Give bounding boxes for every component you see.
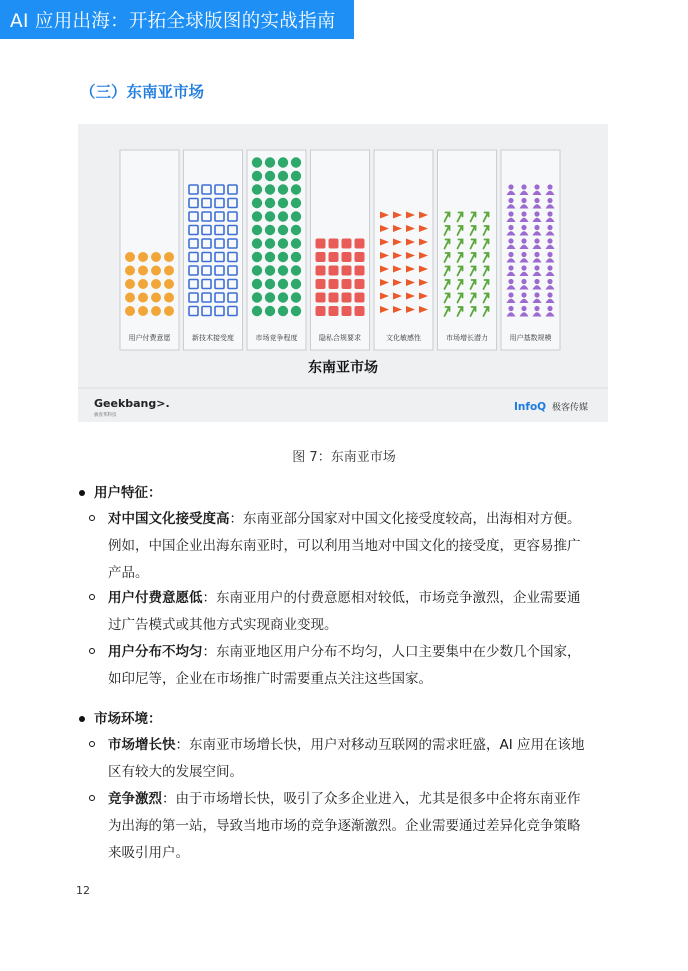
vs-icon: [252, 252, 262, 262]
vs-icon: [252, 292, 262, 302]
person-head: [534, 225, 539, 230]
item-line: 为出海的第一站，导致当地市场的竞争逐渐激烈。企业需要通过差异化竞争策略: [108, 818, 581, 834]
item-text: ：东南亚市场增长快，用户对移动互联网的需求旺盛，AI 应用在该地: [175, 737, 585, 753]
coin-icon: [164, 279, 174, 289]
shield-icon: [355, 252, 365, 262]
sub-bullet-icon: [89, 515, 95, 521]
list-item: [108, 732, 585, 786]
vs-icon: [278, 265, 288, 275]
vs-icon: [291, 238, 301, 248]
item-bold: 用户分布不均匀: [108, 644, 203, 660]
person-head: [534, 292, 539, 297]
group-title-market-environment: 市场环境：: [94, 711, 162, 727]
person-head: [534, 184, 539, 189]
list-item: [108, 786, 581, 867]
header-banner: [0, 0, 354, 39]
shield-icon: [342, 279, 352, 289]
coin-icon: [125, 293, 135, 303]
vs-icon: [278, 211, 288, 221]
column-frame: [438, 150, 497, 350]
column-frame: [501, 150, 560, 350]
shield-icon: [355, 306, 365, 316]
vs-icon: [291, 184, 301, 194]
shield-icon: [316, 266, 326, 276]
vs-icon: [291, 211, 301, 221]
shield-icon: [329, 252, 339, 262]
coin-icon: [164, 266, 174, 276]
vs-icon: [252, 211, 262, 221]
person-head: [521, 279, 526, 284]
column-label: 用户付费意愿: [128, 334, 171, 342]
vs-icon: [252, 279, 262, 289]
item-bold: 竞争激烈: [108, 791, 162, 807]
item-line: 产品。: [108, 565, 149, 581]
coin-icon: [151, 293, 161, 303]
person-head: [521, 198, 526, 203]
person-head: [547, 252, 552, 257]
person-head: [508, 225, 513, 230]
shield-icon: [342, 239, 352, 249]
shield-icon: [329, 266, 339, 276]
figure-column: [374, 150, 433, 350]
coin-icon: [151, 279, 161, 289]
vs-icon: [265, 225, 275, 235]
bullet-icon: [79, 490, 85, 496]
vs-icon: [291, 306, 301, 316]
coin-icon: [138, 279, 148, 289]
item-text: ：东南亚地区用户分布不均匀，人口主要集中在少数几个国家，: [202, 644, 581, 660]
person-head: [521, 306, 526, 311]
vs-icon: [252, 238, 262, 248]
column-frame: [311, 150, 370, 350]
person-head: [508, 279, 513, 284]
coin-icon: [151, 252, 161, 262]
vs-icon: [252, 157, 262, 167]
shield-icon: [329, 306, 339, 316]
figure-caption: 图 7：东南亚市场: [292, 450, 396, 465]
person-head: [547, 279, 552, 284]
person-head: [547, 198, 552, 203]
shield-icon: [342, 293, 352, 303]
vs-icon: [291, 157, 301, 167]
coin-icon: [138, 266, 148, 276]
infoq-logo-text: 极客传媒: [552, 403, 589, 413]
person-head: [521, 211, 526, 216]
person-head: [534, 211, 539, 216]
shield-icon: [355, 293, 365, 303]
coin-icon: [151, 306, 161, 316]
person-head: [508, 252, 513, 257]
item-bold: 市场增长快: [108, 737, 176, 753]
vs-icon: [252, 265, 262, 275]
vs-icon: [252, 225, 262, 235]
column-label: 市场竞争程度: [255, 334, 298, 342]
item-line: 区有较大的发展空间。: [108, 764, 243, 780]
vs-icon: [252, 184, 262, 194]
vs-icon: [265, 265, 275, 275]
person-head: [534, 252, 539, 257]
person-head: [534, 306, 539, 311]
vs-icon: [265, 306, 275, 316]
shield-icon: [342, 306, 352, 316]
vs-icon: [278, 238, 288, 248]
figure-column: [438, 150, 497, 350]
person-head: [547, 211, 552, 216]
geekbang-logo: Geekbang>.: [94, 397, 170, 410]
coin-icon: [125, 279, 135, 289]
item-text: ：东南亚部分国家对中国文化接受度较高，出海相对方便。: [229, 511, 581, 527]
vs-icon: [291, 279, 301, 289]
sub-bullet-icon: [89, 741, 95, 747]
vs-icon: [278, 171, 288, 181]
coin-icon: [164, 306, 174, 316]
person-head: [547, 265, 552, 270]
item-line: 来吸引用户。: [108, 845, 189, 861]
person-head: [534, 198, 539, 203]
header-title: AI 应用出海：开拓全球版图的实战指南: [10, 11, 336, 32]
shield-icon: [316, 239, 326, 249]
figure-column: [311, 150, 370, 350]
vs-icon: [252, 198, 262, 208]
figure-column: [184, 150, 243, 350]
coin-icon: [125, 306, 135, 316]
sub-bullet-icon: [89, 648, 95, 654]
shield-icon: [355, 239, 365, 249]
person-head: [547, 184, 552, 189]
shield-icon: [316, 252, 326, 262]
vs-icon: [265, 211, 275, 221]
vs-icon: [265, 252, 275, 262]
list-item: [108, 639, 581, 693]
column-frame: [120, 150, 179, 350]
coin-icon: [138, 306, 148, 316]
coin-icon: [164, 252, 174, 262]
person-head: [508, 198, 513, 203]
column-label: 用户基数规模: [509, 334, 552, 342]
list-item: [108, 506, 581, 587]
shield-icon: [342, 252, 352, 262]
person-head: [521, 292, 526, 297]
figure-illustration: [78, 124, 608, 422]
vs-icon: [278, 184, 288, 194]
vs-icon: [291, 198, 301, 208]
figure-title: 东南亚市场: [308, 360, 378, 376]
vs-icon: [265, 279, 275, 289]
vs-icon: [278, 279, 288, 289]
figure-southeast-asia-market: [78, 124, 608, 422]
vs-icon: [278, 198, 288, 208]
person-head: [547, 306, 552, 311]
person-head: [508, 306, 513, 311]
bullet-icon: [79, 716, 85, 722]
vs-icon: [265, 171, 275, 181]
item-line: 过广告模式或其他方式实现商业变现。: [108, 617, 338, 633]
section-title: （三）东南亚市场: [80, 83, 205, 101]
shield-icon: [355, 279, 365, 289]
person-head: [547, 292, 552, 297]
item-text: ：东南亚用户的付费意愿相对较低，市场竞争激烈，企业需要通: [202, 590, 581, 606]
vs-icon: [252, 306, 262, 316]
sub-bullet-icon: [89, 795, 95, 801]
vs-icon: [252, 171, 262, 181]
person-head: [508, 292, 513, 297]
vs-icon: [291, 171, 301, 181]
shield-icon: [316, 293, 326, 303]
person-head: [534, 238, 539, 243]
vs-icon: [278, 306, 288, 316]
geekbang-logo-sub: 极客邦科技: [94, 413, 117, 418]
coin-icon: [125, 266, 135, 276]
vs-icon: [265, 292, 275, 302]
shield-icon: [316, 306, 326, 316]
coin-icon: [138, 252, 148, 262]
shield-icon: [316, 279, 326, 289]
figure-column: [501, 150, 560, 350]
vs-icon: [291, 252, 301, 262]
column-frame: [374, 150, 433, 350]
person-head: [508, 238, 513, 243]
person-head: [521, 225, 526, 230]
column-label: 新技术接受度: [192, 334, 234, 342]
person-head: [547, 238, 552, 243]
person-head: [521, 184, 526, 189]
person-head: [521, 265, 526, 270]
person-head: [547, 225, 552, 230]
column-frame: [184, 150, 243, 350]
shield-icon: [329, 279, 339, 289]
person-head: [534, 265, 539, 270]
person-head: [508, 211, 513, 216]
column-label: 文化敏感性: [386, 334, 421, 342]
item-text: ：由于市场增长快，吸引了众多企业进入，尤其是很多中企将东南亚作: [162, 791, 581, 807]
shield-icon: [329, 293, 339, 303]
person-head: [508, 265, 513, 270]
figure-column: [247, 150, 306, 350]
shield-icon: [355, 266, 365, 276]
vs-icon: [278, 157, 288, 167]
column-label: 隐私合规要求: [319, 334, 361, 342]
coin-icon: [138, 293, 148, 303]
person-head: [508, 184, 513, 189]
vs-icon: [265, 198, 275, 208]
vs-icon: [278, 252, 288, 262]
vs-icon: [278, 292, 288, 302]
group-title-user-traits: 用户特征：: [94, 485, 162, 501]
list-item: [108, 585, 581, 639]
vs-icon: [265, 184, 275, 194]
vs-icon: [291, 265, 301, 275]
person-head: [521, 252, 526, 257]
person-head: [534, 279, 539, 284]
figure-column: [120, 150, 179, 350]
sub-bullet-icon: [89, 594, 95, 600]
vs-icon: [291, 225, 301, 235]
page-number: 12: [76, 884, 90, 897]
vs-icon: [291, 292, 301, 302]
item-bold: 用户付费意愿低: [108, 590, 203, 606]
item-line: 如印尼等，企业在市场推广时需要重点关注这些国家。: [108, 671, 432, 687]
item-bold: 对中国文化接受度高: [108, 511, 230, 527]
vs-icon: [278, 225, 288, 235]
shield-icon: [342, 266, 352, 276]
person-head: [521, 238, 526, 243]
vs-icon: [265, 157, 275, 167]
column-label: 市场增长潜力: [446, 334, 488, 342]
item-line: 例如，中国企业出海东南亚时，可以利用当地对中国文化的接受度，更容易推广: [108, 538, 581, 554]
coin-icon: [151, 266, 161, 276]
vs-icon: [265, 238, 275, 248]
coin-icon: [164, 293, 174, 303]
coin-icon: [125, 252, 135, 262]
infoq-logo: InfoQ: [514, 401, 547, 413]
shield-icon: [329, 239, 339, 249]
